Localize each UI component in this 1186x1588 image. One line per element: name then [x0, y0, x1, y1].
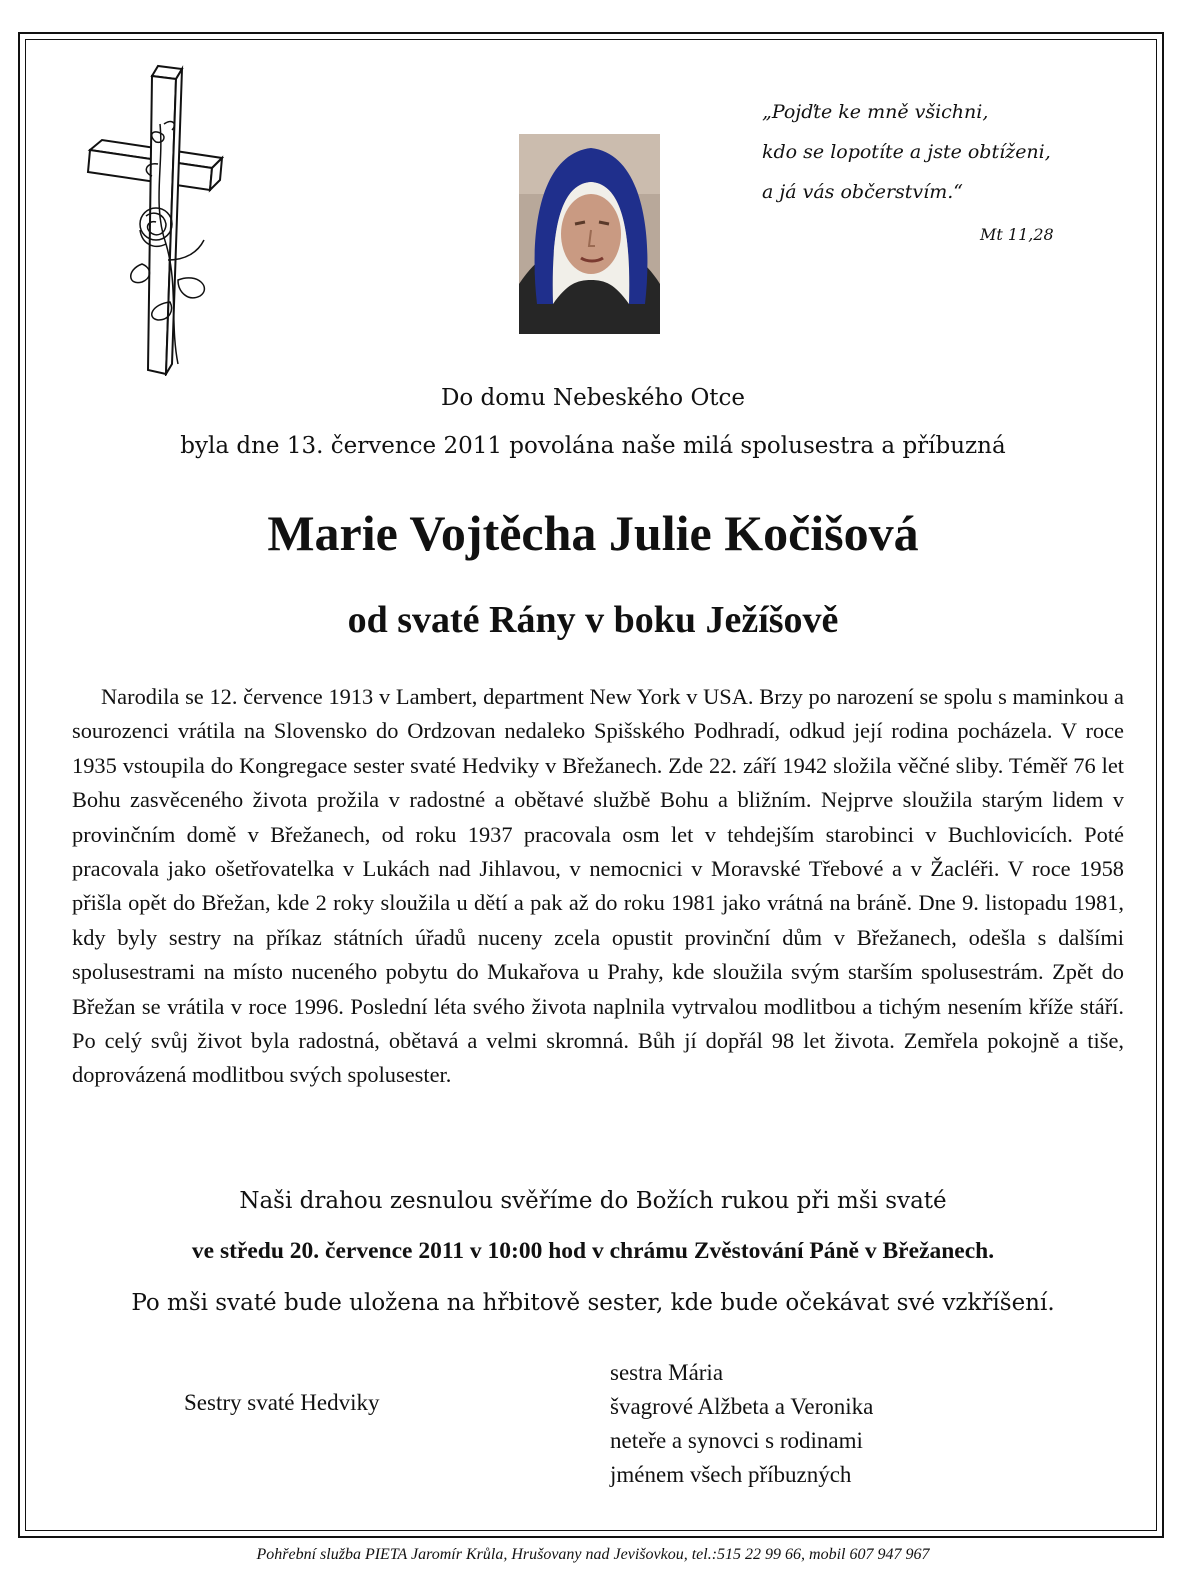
- signature-family: [610, 1356, 873, 1492]
- signature-line: sestra Mária: [610, 1360, 724, 1385]
- mass-line-1: Naši drahou zesnulou svěříme do Božích rukou při mši svaté: [239, 1188, 947, 1214]
- mass-date-line: ve středu 20. července 2011 v 10:00 hod v chrámu Zvěstování Páně v Břežanech.: [191, 1238, 995, 1264]
- quote-line: a já vás občerstvím.“: [762, 181, 964, 203]
- religious-name: od svaté Rány v boku Ježíšově: [347, 599, 839, 641]
- intro-line-1: Do domu Nebeského Otce: [440, 385, 746, 411]
- signature-sisters: Sestry svaté Hedviky: [184, 1390, 380, 1415]
- funeral-service-footer: Pohřební služba PIETA Jaromír Krůla, Hrušovany nad Jevišovkou, tel.:515 22 99 66, mobil 607 947 967: [256, 1546, 930, 1563]
- signature-line: švagrové Alžbeta a Veronika: [610, 1394, 874, 1419]
- cross-with-rose-icon: [82, 64, 232, 376]
- intro-line-2: byla dne 13. července 2011 povolána naše milá spolusestra a příbuzná: [180, 433, 1006, 459]
- quote-line: kdo se lopotíte a jste obtíženi,: [762, 141, 1051, 163]
- scripture-quote: [762, 92, 1092, 244]
- deceased-name: Marie Vojtěcha Julie Kočišová: [267, 505, 919, 561]
- biography-paragraph: Narodila se 12. července 1913 v Lambert, department New York v USA. Brzy po narození se spolu s maminkou a sourozenci vrátila na Slovensko do Ordzovan nedaleko Spišského Podhradí, odkud její rodina pocházela. V roce 1935 vstoupila do Kongregace sester svaté Hedviky v Břežanech. Zde 22. září 1942 složila věčné sliby. Téměř 76 let Bohu zasvěceného života prožila v radostné a obětavé službě Bohu a bližním. Nejprve sloužila starým lidem v provinčním domě v Břežanech, od roku 1937 pracovala osm let v tehdejším starobinci v Buchlovicích. Poté pracovala jako ošetřovatelka v Lukách nad Jihlavou, v nemocnici v Moravské Třebové a v Žacléři. V roce 1958 přišla opět do Břežan, kde 2 roky sloužila u dětí a pak až do roku 1981 jako vrátná na bráně. Dne 9. listopadu 1981, kdy byly sestry na příkaz státních úřadů nuceny zcela opustit provinční dům v Břežanech, odešla s dalšími spolusestrami na místo nuceného pobytu do Mukařova u Prahy, kde sloužila svým starším spolusestrám. Zpět do Břežan se vrátila v roce 1996. Poslední léta svého života naplnila vytrvalou modlitbou a tichým nesením kříže stáří. Po celý svůj život byla radostná, obětavá a velmi skromná. Bůh jí dopřál 98 let života. Zemřela pokojně a tiše, doprovázená modlitbou svých spolusester.: [72, 684, 1124, 1088]
- quote-line: „Pojďte ke mně všichni,: [762, 101, 989, 123]
- mass-line-3: Po mši svaté bude uložena na hřbitově sester, kde bude očekávat své vzkříšení.: [131, 1290, 1055, 1316]
- signature-line: jménem všech příbuzných: [610, 1462, 852, 1487]
- portrait-photo: [519, 134, 660, 334]
- quote-reference: Mt 11,28: [980, 225, 1054, 244]
- signature-line: neteře a synovci s rodinami: [610, 1428, 863, 1453]
